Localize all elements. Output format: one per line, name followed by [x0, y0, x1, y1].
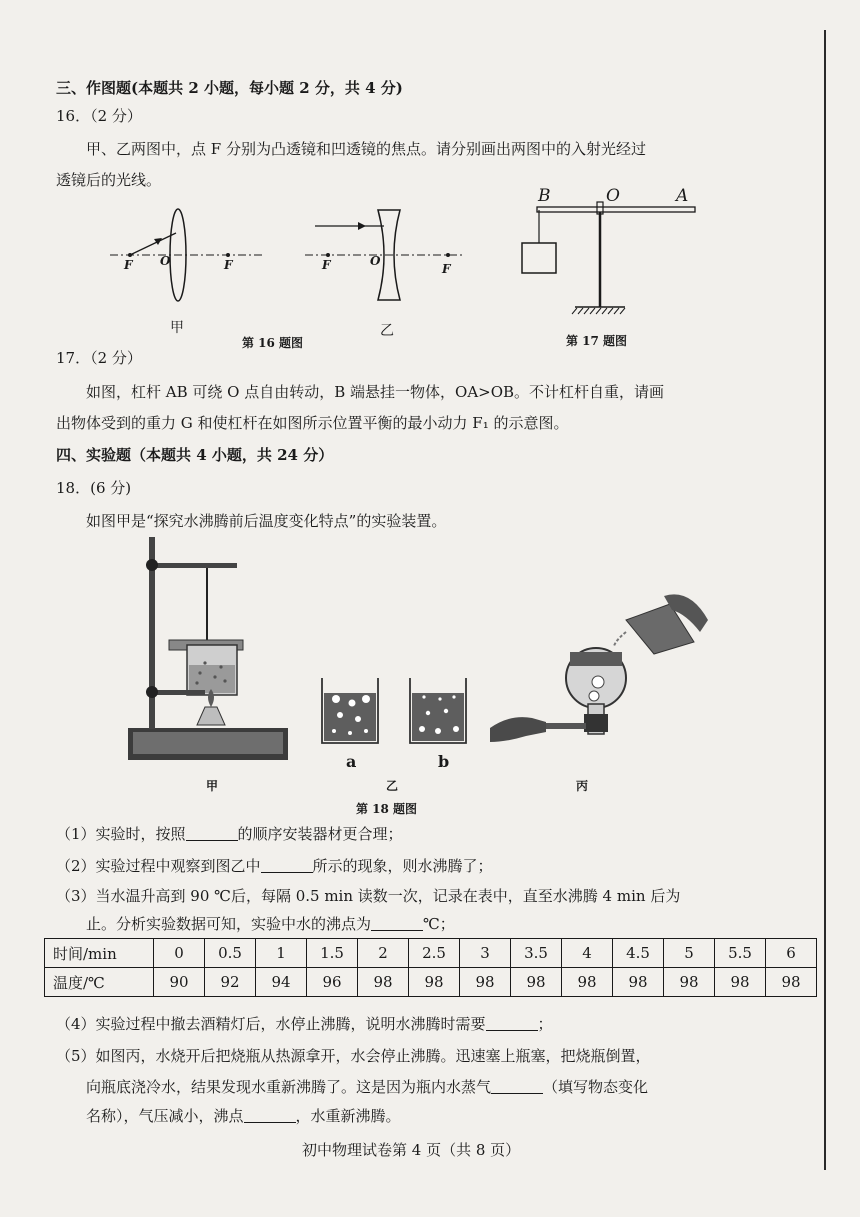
temperature-table — [44, 938, 817, 997]
table-row-temp — [45, 968, 817, 997]
convex-center: O — [160, 254, 171, 268]
q18-sub4-post: ； — [537, 1015, 553, 1033]
table-cell: 3.5 — [511, 939, 562, 968]
table-cell: 98 — [460, 968, 511, 997]
convex-focus-left: F — [124, 258, 133, 272]
convex-focus-right: F — [224, 258, 233, 272]
q16-number: 16．（2 分） — [56, 107, 142, 125]
table-cell: 98 — [664, 968, 715, 997]
table-cell: 2 — [358, 939, 409, 968]
q18-sub2-pre: （2）实验过程中观察到图乙中 — [56, 857, 261, 875]
convex-lens-diagram — [110, 200, 270, 310]
table-cell: 98 — [766, 968, 817, 997]
lever-label-a: A — [676, 186, 689, 206]
q17-text-line2: 出物体受到的重力 G 和使杠杆在如图所示位置平衡的最小动力 F₁ 的示意图。 — [56, 414, 569, 432]
table-head-time: 时间/min — [45, 939, 154, 968]
q18-sub5-line3 — [86, 1106, 401, 1126]
table-cell: 98 — [409, 968, 460, 997]
concave-lens-diagram — [300, 205, 470, 305]
table-cell: 90 — [154, 968, 205, 997]
section4-heading: 四、实验题（本题共 4 小题，共 24 分） — [56, 446, 334, 464]
table-cell: 96 — [307, 968, 358, 997]
lever-label-b: B — [538, 186, 551, 206]
q18-sub2-blank[interactable] — [261, 858, 313, 873]
q16-text-line2: 透镜后的光线。 — [56, 171, 162, 189]
fig16-caption: 第 16 题图 — [242, 336, 304, 350]
fig18-label-bing: 丙 — [576, 779, 589, 793]
q18-sub5-line1: （5）如图丙，水烧开后把烧瓶从热源拿开，水会停止沸腾。迅速塞上瓶塞，把烧瓶倒置， — [56, 1047, 651, 1065]
table-cell: 2.5 — [409, 939, 460, 968]
q18-sub1-post: 的顺序安装器材更合理； — [237, 825, 403, 843]
q18-sub5-line2-post: （填写物态变化 — [543, 1078, 649, 1096]
table-cell: 98 — [358, 968, 409, 997]
q18-sub5-line2-pre: 向瓶底浇冷水，结果发现水重新沸腾了。这是因为瓶内水蒸气 — [86, 1078, 492, 1096]
concave-focus-right: F — [442, 262, 451, 276]
table-cell: 0.5 — [205, 939, 256, 968]
q18-sub5-line3-post: ，水重新沸腾。 — [295, 1107, 401, 1125]
q18-sub1 — [56, 824, 403, 844]
fig18-caption: 第 18 题图 — [356, 802, 418, 816]
table-row-time — [45, 939, 817, 968]
q18-sub3-blank[interactable] — [371, 916, 423, 931]
q18-sub3-line2 — [86, 914, 455, 934]
concave-center: O — [370, 254, 381, 268]
table-cell: 94 — [256, 968, 307, 997]
q18-sub1-blank[interactable] — [186, 826, 238, 841]
fig18-label-yi: 乙 — [386, 779, 399, 793]
table-cell: 98 — [715, 968, 766, 997]
q18-sub5-line3-pre: 名称），气压减小，沸点 — [86, 1107, 244, 1125]
q18-number: 18．(6 分) — [56, 479, 132, 497]
q18-sub1-pre: （1）实验时，按照 — [56, 825, 186, 843]
table-cell: 98 — [511, 968, 562, 997]
table-cell: 5 — [664, 939, 715, 968]
q17-text-line1: 如图，杠杆 AB 可绕 O 点自由转动，B 端悬挂一物体，OA>OB。不计杠杆自重，请画 — [86, 383, 665, 401]
q16-text-line1: 甲、乙两图中，点 F 分别为凸透镜和凹透镜的焦点。请分别画出两图中的入射光经过 — [86, 140, 646, 158]
table-cell: 6 — [766, 939, 817, 968]
table-cell: 0 — [154, 939, 205, 968]
boiling-apparatus-diagram — [125, 535, 295, 775]
page-footer: 初中物理试卷第 4 页（共 8 页） — [302, 1141, 521, 1159]
q17-number: 17．（2 分） — [56, 349, 142, 367]
q18-sub5-blank2[interactable] — [244, 1108, 296, 1123]
inverted-flask-diagram — [486, 590, 711, 765]
section3-heading: 三、作图题(本题共 2 小题，每小题 2 分，共 4 分) — [56, 79, 403, 97]
q18-intro: 如图甲是“探究水沸腾前后温度变化特点”的实验装置。 — [86, 512, 447, 530]
concave-focus-left: F — [322, 258, 331, 272]
margin-rule — [824, 30, 826, 1170]
fig16-label-jia: 甲 — [170, 320, 184, 336]
q18-sub2-post: 所示的现象，则水沸腾了； — [312, 857, 493, 875]
q18-sub5-line2 — [86, 1077, 648, 1097]
bubble-beakers-diagram — [316, 675, 476, 750]
table-cell: 1 — [256, 939, 307, 968]
table-cell: 98 — [613, 968, 664, 997]
q18-sub4 — [56, 1014, 553, 1034]
fig17-caption: 第 17 题图 — [566, 334, 628, 348]
table-cell: 98 — [562, 968, 613, 997]
table-head-temp: 温度/℃ — [45, 968, 154, 997]
table-cell: 4.5 — [613, 939, 664, 968]
table-cell: 5.5 — [715, 939, 766, 968]
beaker-label-a: a — [346, 752, 357, 771]
table-cell: 4 — [562, 939, 613, 968]
table-cell: 3 — [460, 939, 511, 968]
q18-sub4-blank[interactable] — [486, 1016, 538, 1031]
q18-sub2 — [56, 856, 493, 876]
beaker-label-b: b — [438, 752, 450, 771]
fig18-label-jia: 甲 — [206, 779, 219, 793]
q18-sub3-line1: （3）当水温升高到 90 ℃后，每隔 0.5 min 读数一次，记录在表中，直至水沸腾 4 min 后为 — [56, 887, 681, 905]
q18-sub5-blank1[interactable] — [491, 1079, 543, 1094]
lever-label-o: O — [606, 186, 620, 206]
q18-sub3-post: ℃； — [423, 915, 455, 933]
q18-sub3-pre: 止。分析实验数据可知，实验中水的沸点为 — [86, 915, 372, 933]
table-cell: 1.5 — [307, 939, 358, 968]
fig16-label-yi: 乙 — [380, 323, 394, 339]
lever-diagram — [515, 200, 695, 320]
q18-sub4-pre: （4）实验过程中撤去酒精灯后，水停止沸腾，说明水沸腾时需要 — [56, 1015, 486, 1033]
table-cell: 92 — [205, 968, 256, 997]
